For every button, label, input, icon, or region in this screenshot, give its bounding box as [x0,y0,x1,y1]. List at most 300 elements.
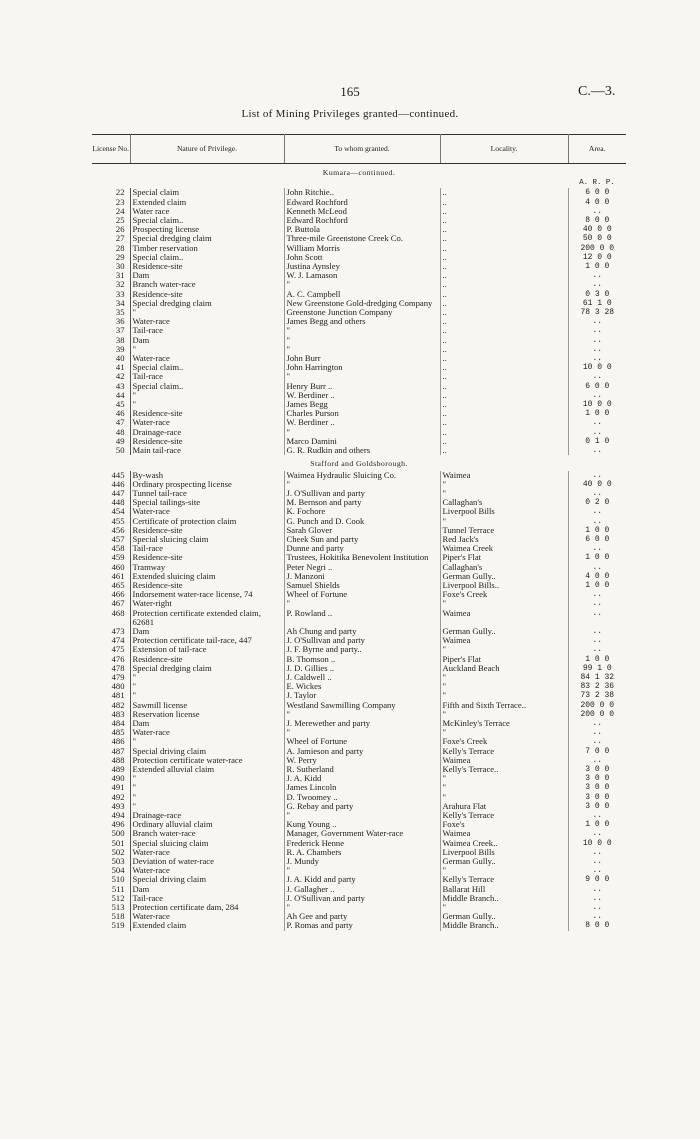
locality: Waimea [440,756,568,765]
blank-cell [130,179,284,188]
grantee-name: " [284,326,440,335]
section-heading: Stafford and Goldsborough. [310,459,408,469]
table-row [92,336,626,345]
locality: Piper's Flat [440,655,568,664]
area-value: 83 2 36 [580,682,615,692]
area-value: .. [592,857,603,867]
table-row [92,627,626,636]
grantee-name: J. Taylor [284,691,440,700]
privilege-nature: Residence-site [130,655,284,664]
table-row [92,535,626,544]
grantee-name: Ah Chung and party [284,627,440,636]
grantee-name: John Scott [284,253,440,262]
grantee-name: Frederick Henne [284,839,440,848]
table-row [92,581,626,590]
area-value: .. [592,326,603,336]
locality: .. [440,326,568,335]
grantee-name: Three-mile Greenstone Creek Co. [284,234,440,243]
area-value: 4 0 0 [585,571,610,581]
license-number: 500 [92,829,130,838]
privilege-nature: Extended alluvial claim [130,765,284,774]
header-whom: To whom granted. [284,135,440,164]
privilege-nature: Tail-race [130,326,284,335]
privilege-nature: " [130,691,284,700]
grantee-name: John Burr [284,354,440,363]
locality: Waimea [440,636,568,645]
privilege-nature: Special driving claim [130,875,284,884]
privilege-nature: Indorsement water-race license, 74 [130,590,284,599]
locality: " [440,645,568,654]
privilege-nature: Special claim.. [130,363,284,372]
table-row [92,829,626,838]
table-row [92,857,626,866]
privilege-nature: Residence-site [130,290,284,299]
license-number: 481 [92,691,130,700]
locality: Foxe's Creek [440,590,568,599]
license-number: 30 [92,262,130,271]
grantee-name: " [284,345,440,354]
area-value: 40 0 0 [582,225,612,235]
privilege-nature: Water-race [130,848,284,857]
section-heading-row [92,455,626,470]
privilege-nature: Water race [130,207,284,216]
area-value: .. [592,354,603,364]
table-row [92,437,626,446]
table-row [92,645,626,654]
grantee-name: W. J. Lamason [284,271,440,280]
grantee-name: " [284,480,440,489]
area-value: .. [592,317,603,327]
table-row [92,737,626,746]
area-value: 200 0 0 [580,700,615,710]
locality: Auckland Beach [440,664,568,673]
privilege-nature: Tail-race [130,894,284,903]
privilege-nature: Dam [130,336,284,345]
privilege-nature: " [130,783,284,792]
table-row [92,271,626,280]
area-value: 10 0 0 [582,838,612,848]
table-row [92,372,626,381]
table-row [92,299,626,308]
license-number: 484 [92,719,130,728]
locality: Liverpool Bills [440,507,568,516]
locality: McKinley's Terrace [440,719,568,728]
blank-cell [440,179,568,188]
area-value: 1 0 0 [585,525,610,535]
license-number: 445 [92,471,130,480]
privilege-nature: Residence-site [130,553,284,562]
license-number: 49 [92,437,130,446]
privilege-nature: Protection certificate extended claim, 62681 [130,609,284,627]
license-number: 513 [92,903,130,912]
table-row [92,354,626,363]
locality: Arahura Flat [440,802,568,811]
grantee-name: " [284,280,440,289]
table-row [92,308,626,317]
area-value: 1 0 0 [585,820,610,830]
license-number: 501 [92,839,130,848]
privilege-nature: Dam [130,885,284,894]
license-number: 486 [92,737,130,746]
grantee-name: James Lincoln [284,783,440,792]
table-row [92,682,626,691]
grantee-name: Peter Negri .. [284,563,440,572]
license-number: 454 [92,507,130,516]
privilege-nature: Deviation of water-race [130,857,284,866]
grantee-name: B. Thomson .. [284,655,440,664]
area-value: .. [592,372,603,382]
privilege-nature: Residence-site [130,581,284,590]
grantee-name: W. Perry [284,756,440,765]
area-value: 3 0 0 [585,792,610,802]
document-reference: C.—3. [578,84,616,99]
table-row [92,655,626,664]
grantee-name: " [284,710,440,719]
area-value: 1 0 0 [585,580,610,590]
grantee-name: Cheek Sun and party [284,535,440,544]
privilege-nature: " [130,802,284,811]
table-row [92,636,626,645]
table-row [92,326,626,335]
privilege-nature: Ordinary prospecting license [130,480,284,489]
grantee-name: J. F. Byrne and party.. [284,645,440,654]
license-number: 457 [92,535,130,544]
license-number: 480 [92,682,130,691]
privilege-nature: Special dredging claim [130,299,284,308]
privilege-nature: Water-race [130,866,284,875]
privilege-nature: Water-race [130,418,284,427]
area-value: .. [592,718,603,728]
grantee-name: Waimea Hydraulic Sluicing Co. [284,471,440,480]
locality: .. [440,244,568,253]
license-number: 43 [92,382,130,391]
locality: .. [440,271,568,280]
area-value: .. [592,280,603,290]
grantee-name: J. O'Sullivan and party [284,489,440,498]
privilege-nature: Branch water-race [130,280,284,289]
section-heading: Kumara—continued. [322,168,396,177]
grantee-name: W. Berdiner .. [284,391,440,400]
locality: Callaghan's [440,498,568,507]
license-number: 460 [92,563,130,572]
privilege-nature: Residence-site [130,262,284,271]
grantee-name: James Begg [284,400,440,409]
license-number: 32 [92,280,130,289]
area-value: .. [592,427,603,437]
license-number: 23 [92,198,130,207]
license-number: 483 [92,710,130,719]
locality: .. [440,317,568,326]
table-row [92,317,626,326]
locality: Kelly's Terrace.. [440,765,568,774]
area-value: 0 2 0 [585,498,610,508]
table-row [92,921,626,930]
area-value: 12 0 0 [582,252,612,262]
table-row [92,253,626,262]
grantee-name: John Ritchie.. [284,188,440,197]
privilege-nature: " [130,345,284,354]
grantee-name: Edward Rochford [284,198,440,207]
privilege-nature: Extended claim [130,198,284,207]
grantee-name: G. Rebay and party [284,802,440,811]
area-value: 8 0 0 [585,216,610,226]
license-number: 478 [92,664,130,673]
grantee-name: Wheel of Fortune [284,737,440,746]
license-number: 48 [92,428,130,437]
license-number: 488 [92,756,130,765]
area-value: 3 0 0 [585,783,610,793]
area-value: 4 0 0 [585,197,610,207]
locality: .. [440,345,568,354]
license-number: 47 [92,418,130,427]
grantee-name: J. D. Gillies .. [284,664,440,673]
locality: Ballarat Hill [440,885,568,894]
license-number: 35 [92,308,130,317]
area-value: .. [592,728,603,738]
locality: .. [440,216,568,225]
grantee-name: K. Fochore [284,507,440,516]
area-value: 8 0 0 [585,921,610,931]
area-value: .. [592,507,603,517]
locality: " [440,682,568,691]
area-value: .. [592,344,603,354]
area-value: .. [592,390,603,400]
privilege-nature: Main tail-race [130,446,284,455]
privilege-nature: Tail-race [130,372,284,381]
table-row [92,290,626,299]
header-license: License No. [92,135,130,164]
table-row [92,719,626,728]
license-number: 458 [92,544,130,553]
mining-privileges-table [92,134,626,931]
privilege-nature: Protection certificate tail-race, 447 [130,636,284,645]
license-number: 519 [92,921,130,930]
license-number: 448 [92,498,130,507]
area-value: .. [592,608,603,618]
license-number: 455 [92,517,130,526]
table-row [92,701,626,710]
area-value: .. [592,847,603,857]
privilege-nature: Extension of tail-race [130,645,284,654]
area-value: .. [592,562,603,572]
grantee-name: Wheel of Fortune [284,590,440,599]
locality: German Gully.. [440,627,568,636]
license-number: 40 [92,354,130,363]
table-row [92,489,626,498]
license-number: 465 [92,581,130,590]
area-value: 99 1 0 [582,663,612,673]
table-row [92,216,626,225]
grantee-name: M. Bernson and party [284,498,440,507]
license-number: 518 [92,912,130,921]
area-value: 1 0 0 [585,409,610,419]
locality: " [440,599,568,608]
blank-cell [284,179,440,188]
privilege-nature: Tramway [130,563,284,572]
locality: Waimea [440,829,568,838]
area-value: 10 0 0 [582,363,612,373]
privilege-nature: Residence-site [130,437,284,446]
license-number: 31 [92,271,130,280]
locality: .. [440,234,568,243]
area-value: .. [592,866,603,876]
locality: .. [440,446,568,455]
table-row [92,391,626,400]
locality: .. [440,400,568,409]
privilege-nature: Sawmill license [130,701,284,710]
locality: " [440,691,568,700]
privilege-nature: Special sluicing claim [130,535,284,544]
table-row [92,894,626,903]
table-row [92,765,626,774]
locality: .. [440,225,568,234]
area-units: A. R. P. [579,179,615,188]
locality: .. [440,198,568,207]
privilege-nature: Timber reservation [130,244,284,253]
grantee-name: New Greenstone Gold-dredging Company [284,299,440,308]
privilege-nature: " [130,774,284,783]
table-row [92,728,626,737]
privilege-nature: Dam [130,627,284,636]
area-value: 6 0 0 [585,381,610,391]
table-row [92,673,626,682]
area-value: 0 3 0 [585,289,610,299]
area-value: .. [592,626,603,636]
table-row [92,507,626,516]
grantee-name: J. A. Kidd [284,774,440,783]
grantee-name: Westland Sawmilling Company [284,701,440,710]
locality: .. [440,354,568,363]
grantee-name: " [284,811,440,820]
area-value: 61 1 0 [582,298,612,308]
area-value: 73 2 38 [580,691,615,701]
grantee-name: P. Romas and party [284,921,440,930]
license-number: 28 [92,244,130,253]
grantee-name: R. A. Chambers [284,848,440,857]
table-row [92,609,626,627]
privilege-nature: Special dredging claim [130,234,284,243]
locality: Liverpool Bills.. [440,581,568,590]
locality: .. [440,308,568,317]
locality: Red Jack's [440,535,568,544]
license-number: 25 [92,216,130,225]
privilege-nature: Tail-race [130,544,284,553]
grantee-name: William Morris [284,244,440,253]
area-value: 1 0 0 [585,654,610,664]
license-number: 447 [92,489,130,498]
area-value: 7 0 0 [585,746,610,756]
grantee-name: R. Sutherland [284,765,440,774]
license-number: 466 [92,590,130,599]
table-row [92,590,626,599]
locality: German Gully.. [440,572,568,581]
license-number: 503 [92,857,130,866]
locality: .. [440,299,568,308]
grantee-name: " [284,866,440,875]
table-row [92,802,626,811]
table-body [92,164,626,931]
privilege-nature: Drainage-race [130,428,284,437]
locality: .. [440,188,568,197]
license-number: 504 [92,866,130,875]
table-row [92,747,626,756]
grantee-name: Dunne and party [284,544,440,553]
privilege-nature: Special tailings-site [130,498,284,507]
table-row [92,382,626,391]
table-row [92,345,626,354]
license-number: 50 [92,446,130,455]
area-value: 1 0 0 [585,262,610,272]
license-number: 46 [92,409,130,418]
privilege-nature: Residence-site [130,526,284,535]
locality: .. [440,391,568,400]
table-row [92,710,626,719]
locality: Foxe's [440,820,568,829]
license-number: 39 [92,345,130,354]
table-row [92,225,626,234]
license-number: 474 [92,636,130,645]
grantee-name: John Harrington [284,363,440,372]
locality: Piper's Flat [440,553,568,562]
privilege-nature: Residence-site [130,409,284,418]
area-value: .. [592,636,603,646]
license-number: 493 [92,802,130,811]
table-row [92,471,626,480]
grantee-name: W. Berdiner .. [284,418,440,427]
privilege-nature: Branch water-race [130,829,284,838]
table-row [92,498,626,507]
license-number: 494 [92,811,130,820]
locality: .. [440,207,568,216]
table-row [92,517,626,526]
grantee-name: J. Manzoni [284,572,440,581]
locality: German Gully.. [440,857,568,866]
area-value: 0 1 0 [585,436,610,446]
grantee-name: E. Wickes [284,682,440,691]
area-value: .. [592,755,603,765]
area-value: 84 1 32 [580,672,615,682]
license-number: 485 [92,728,130,737]
area-value: .. [592,488,603,498]
table-row [92,691,626,700]
table-row [92,756,626,765]
privilege-nature: Special claim.. [130,382,284,391]
area-value: 3 0 0 [585,774,610,784]
license-number: 29 [92,253,130,262]
grantee-name: Greenstone Junction Company [284,308,440,317]
grantee-name: Charles Purson [284,409,440,418]
grantee-name: " [284,599,440,608]
grantee-name: Trustees, Hokitika Benevolent Institution [284,553,440,562]
area-units-row [92,179,626,188]
privilege-nature: Special sluicing claim [130,839,284,848]
privilege-nature: Protection certificate dam, 284 [130,903,284,912]
area-value: .. [592,645,603,655]
area-value: .. [592,811,603,821]
privilege-nature: Dam [130,271,284,280]
grantee-name: Justina Aynsley [284,262,440,271]
privilege-nature: " [130,308,284,317]
table-row [92,207,626,216]
locality: .. [440,372,568,381]
area-value: .. [592,335,603,345]
area-value: 1 0 0 [585,553,610,563]
area-value: .. [592,912,603,922]
locality: Waimea Creek.. [440,839,568,848]
blank-cell [92,179,130,188]
privilege-nature: Protection certificate water-race [130,756,284,765]
locality: Waimea Creek [440,544,568,553]
